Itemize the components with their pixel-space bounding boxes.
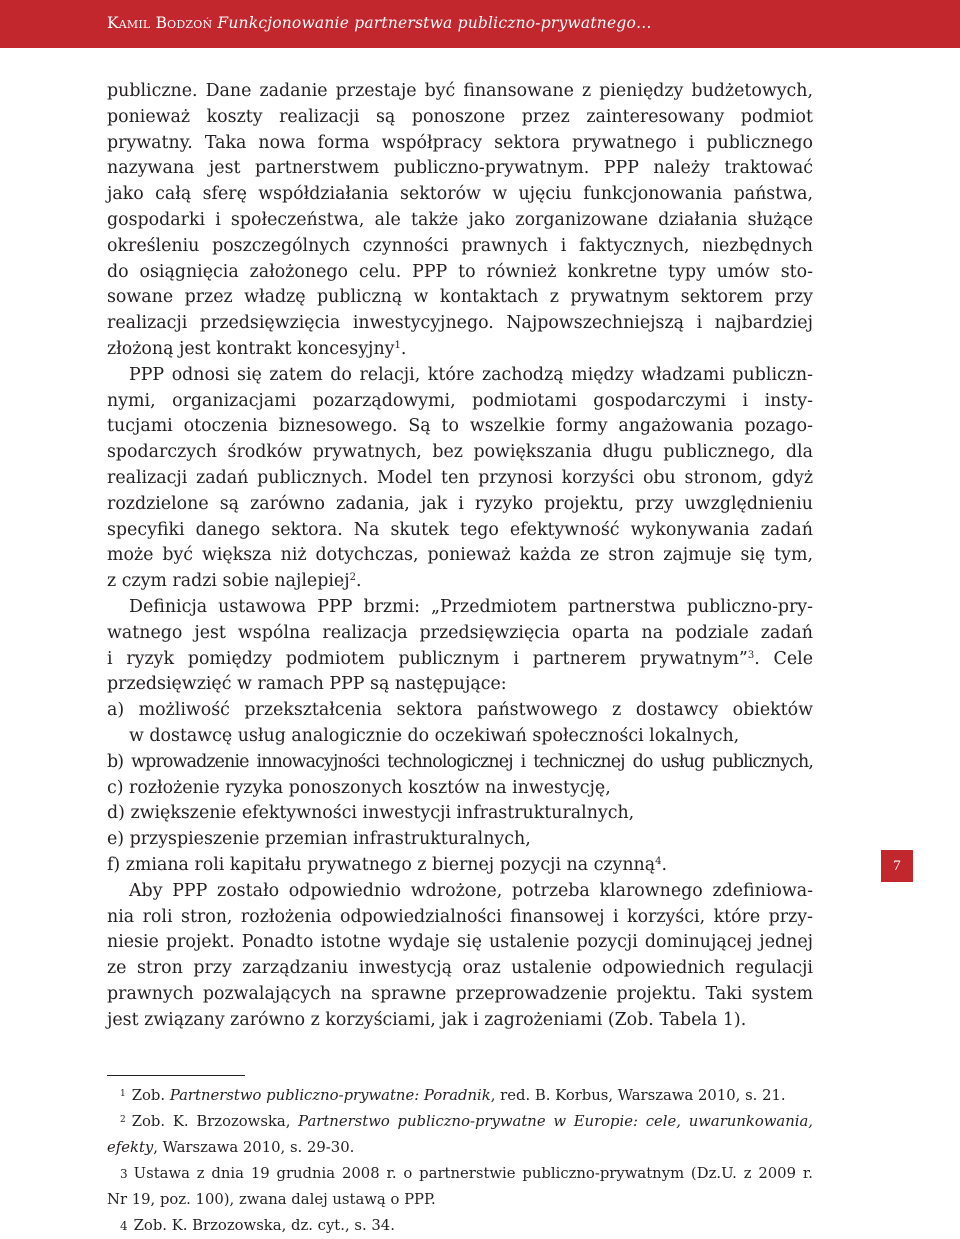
header-author: Kamil Bodzoń — [107, 14, 213, 32]
footnote-3-cont: Nr 19, poz. 100), zwana dalej ustawą o PPP. — [107, 1191, 436, 1208]
footnote-text: Zob. — [131, 1087, 170, 1104]
text-line: jest związany zarówno z korzyściami, jak i zagrożeniami (Zob. Tabela 1). — [107, 1009, 747, 1030]
page-number: 7 — [881, 850, 913, 882]
text-fragment: z czym radzi sobie najlepiej — [107, 571, 350, 592]
list-item-d: d) zwiększenie efektywności inwestycji infrastrukturalnych, — [107, 803, 635, 824]
text-fragment: złożoną jest kontrakt koncesyjny — [107, 338, 395, 359]
text-line: realizacji zadań publicznych. Model ten przynosi korzyści obu stronom, gdyż — [107, 467, 813, 488]
footnote-text: , red. B. Korbus, Warszawa 2010, s. 21. — [490, 1087, 786, 1104]
text-line: sowane przez władzę publiczną w kontaktach z prywatnym sektorem przy — [107, 287, 813, 308]
text-line — [107, 647, 813, 673]
text-line: tucjami otoczenia biznesowego. Są to wszelkie formy angażowania pozago- — [107, 416, 813, 437]
footnote-text: Ustawa z dnia 19 grudnia 2008 r. o partnerstwie publiczno-prywatnym (Dz.U. z 2009 r. — [133, 1165, 813, 1182]
list-item-b: b) wprowadzenie innowacyjności technologicznej i technicznej do usług publicznych, — [107, 751, 813, 772]
period: . — [400, 338, 407, 359]
text-line: specyfiki danego sektora. Na skutek tego efektywność wykonywania zadań — [107, 519, 813, 540]
footnote-3 — [107, 1161, 813, 1187]
text-line: do osiągnięcia założonego celu. PPP to również konkretne typy umów sto- — [107, 261, 813, 282]
footnote-ref-1: 1 — [394, 339, 401, 351]
footnote-mark: 3 — [120, 1167, 128, 1181]
text-line: Aby PPP zostało odpowiednio wdrożone, potrzeba klarownego zdefiniowa- — [129, 880, 813, 901]
footnote-4 — [107, 1213, 813, 1239]
footnote-ref-2: 2 — [349, 572, 356, 584]
text-line: PPP odnosi się zatem do relacji, które zachodzą między władzami publiczn- — [129, 364, 813, 385]
text-fragment: f) zmiana roli kapitału prywatnego z biernej pozycji na czynną — [107, 854, 656, 875]
text-line: określeniu poszczególnych czynności prawnych i faktycznych, niezbędnych — [107, 235, 813, 256]
text-line: realizacji przedsięwzięcia inwestycyjnego. Najpowszechniejszą i najbardziej — [107, 313, 813, 334]
period: . — [661, 854, 668, 875]
footnote-ref-4: 4 — [655, 855, 662, 867]
footnotes — [107, 1083, 813, 1239]
list-item-c: c) rozłożenie ryzyka ponoszonych kosztów na inwestycję, — [107, 777, 611, 798]
text-line: Definicja ustawowa PPP brzmi: „Przedmiotem partnerstwa publiczno-pry- — [129, 596, 813, 617]
text-line: nazywana jest partnerstwem publiczno-prywatnym. PPP należy traktować — [107, 158, 813, 179]
list-item-f — [107, 853, 813, 879]
footnote-2-cont — [107, 1135, 813, 1161]
footnote-separator — [107, 1075, 245, 1076]
text-fragment: . Cele — [754, 648, 813, 669]
footnote-ref-3: 3 — [747, 649, 755, 661]
footnote-2 — [107, 1109, 813, 1135]
text-line: ze stron przy zarządzaniu inwestycją oraz ustalenie odpowiednich regulacji — [107, 958, 813, 979]
text-line: spodarczych środków prywatnych, bez powiększania długu publicznego, dla — [107, 442, 813, 463]
footnote-text: Zob. K. Brzozowska, dz. cyt., s. 34. — [133, 1217, 395, 1234]
header-title: Funkcjonowanie partnerstwa publiczno-prywatnego… — [217, 14, 652, 32]
text-line: ponieważ koszty realizacji są ponoszone przez zainteresowany podmiot — [107, 106, 813, 127]
text-fragment: i ryzyk pomiędzy podmiotem publicznym i partnerem prywatnym” — [107, 648, 748, 669]
text-line: prywatny. Taka nowa forma współpracy sektora prywatnego i publicznego — [107, 132, 813, 153]
running-header-text — [107, 14, 652, 32]
list-item-e: e) przyspieszenie przemian infrastrukturalnych, — [107, 829, 531, 850]
footnote-title: efekty — [107, 1139, 154, 1156]
footnote-1 — [107, 1083, 813, 1109]
text-line: jako całą sferę współdziałania sektorów w ujęciu funkcjonowania państwa, — [107, 184, 813, 205]
footnote-mark: 1 — [120, 1089, 126, 1099]
text-line: publiczne. Dane zadanie przestaje być finansowane z pieniędzy budżetowych, — [107, 81, 813, 101]
main-text — [107, 79, 813, 1033]
footnote-mark: 2 — [120, 1115, 126, 1125]
period: . — [355, 571, 362, 592]
running-header — [0, 0, 960, 48]
text-line — [107, 569, 813, 595]
text-line: nymi, organizacjami pozarządowymi, podmiotami gospodarczymi i insty- — [107, 390, 813, 411]
text-line — [107, 337, 813, 363]
text-line: nia roli stron, rozłożenia odpowiedzialności finansowej i korzyści, które przy- — [107, 906, 813, 927]
text-line: przedsięwzięć w ramach PPP są następujące: — [107, 674, 507, 695]
list-item-a: a) możliwość przekształcenia sektora państwowego z dostawcy obiektów — [107, 700, 813, 721]
text-line: może być większa niż dotychczas, ponieważ każda ze stron zajmuje się tym, — [107, 545, 813, 566]
footnote-title: Partnerstwo publiczno-prywatne w Europie: cele, uwarunkowania, — [298, 1113, 813, 1130]
footnote-text: Zob. K. Brzozowska, — [131, 1113, 299, 1130]
footnote-title: Partnerstwo publiczno-prywatne: Poradnik — [169, 1087, 491, 1104]
footnote-text: , Warszawa 2010, s. 29-30. — [153, 1139, 355, 1156]
text-line: watnego jest wspólna realizacja przedsięwzięcia oparta na podziale zadań — [107, 622, 813, 643]
list-item-a-cont: w dostawcę usług analogicznie do oczekiwań społeczności lokalnych, — [129, 725, 740, 746]
text-line: gospodarki i społeczeństwa, ale także jako zorganizowane działania służące — [107, 209, 813, 230]
text-line: rozdzielone są zarówno zadania, jak i ryzyko projektu, przy uwzględnieniu — [107, 493, 813, 514]
text-line: prawnych pozwalających na sprawne przeprowadzenie projektu. Taki system — [107, 983, 813, 1004]
text-line: niesie projekt. Ponadto istotne wydaje się ustalenie pozycji dominującej jednej — [107, 932, 813, 953]
footnote-mark: 4 — [120, 1219, 128, 1233]
